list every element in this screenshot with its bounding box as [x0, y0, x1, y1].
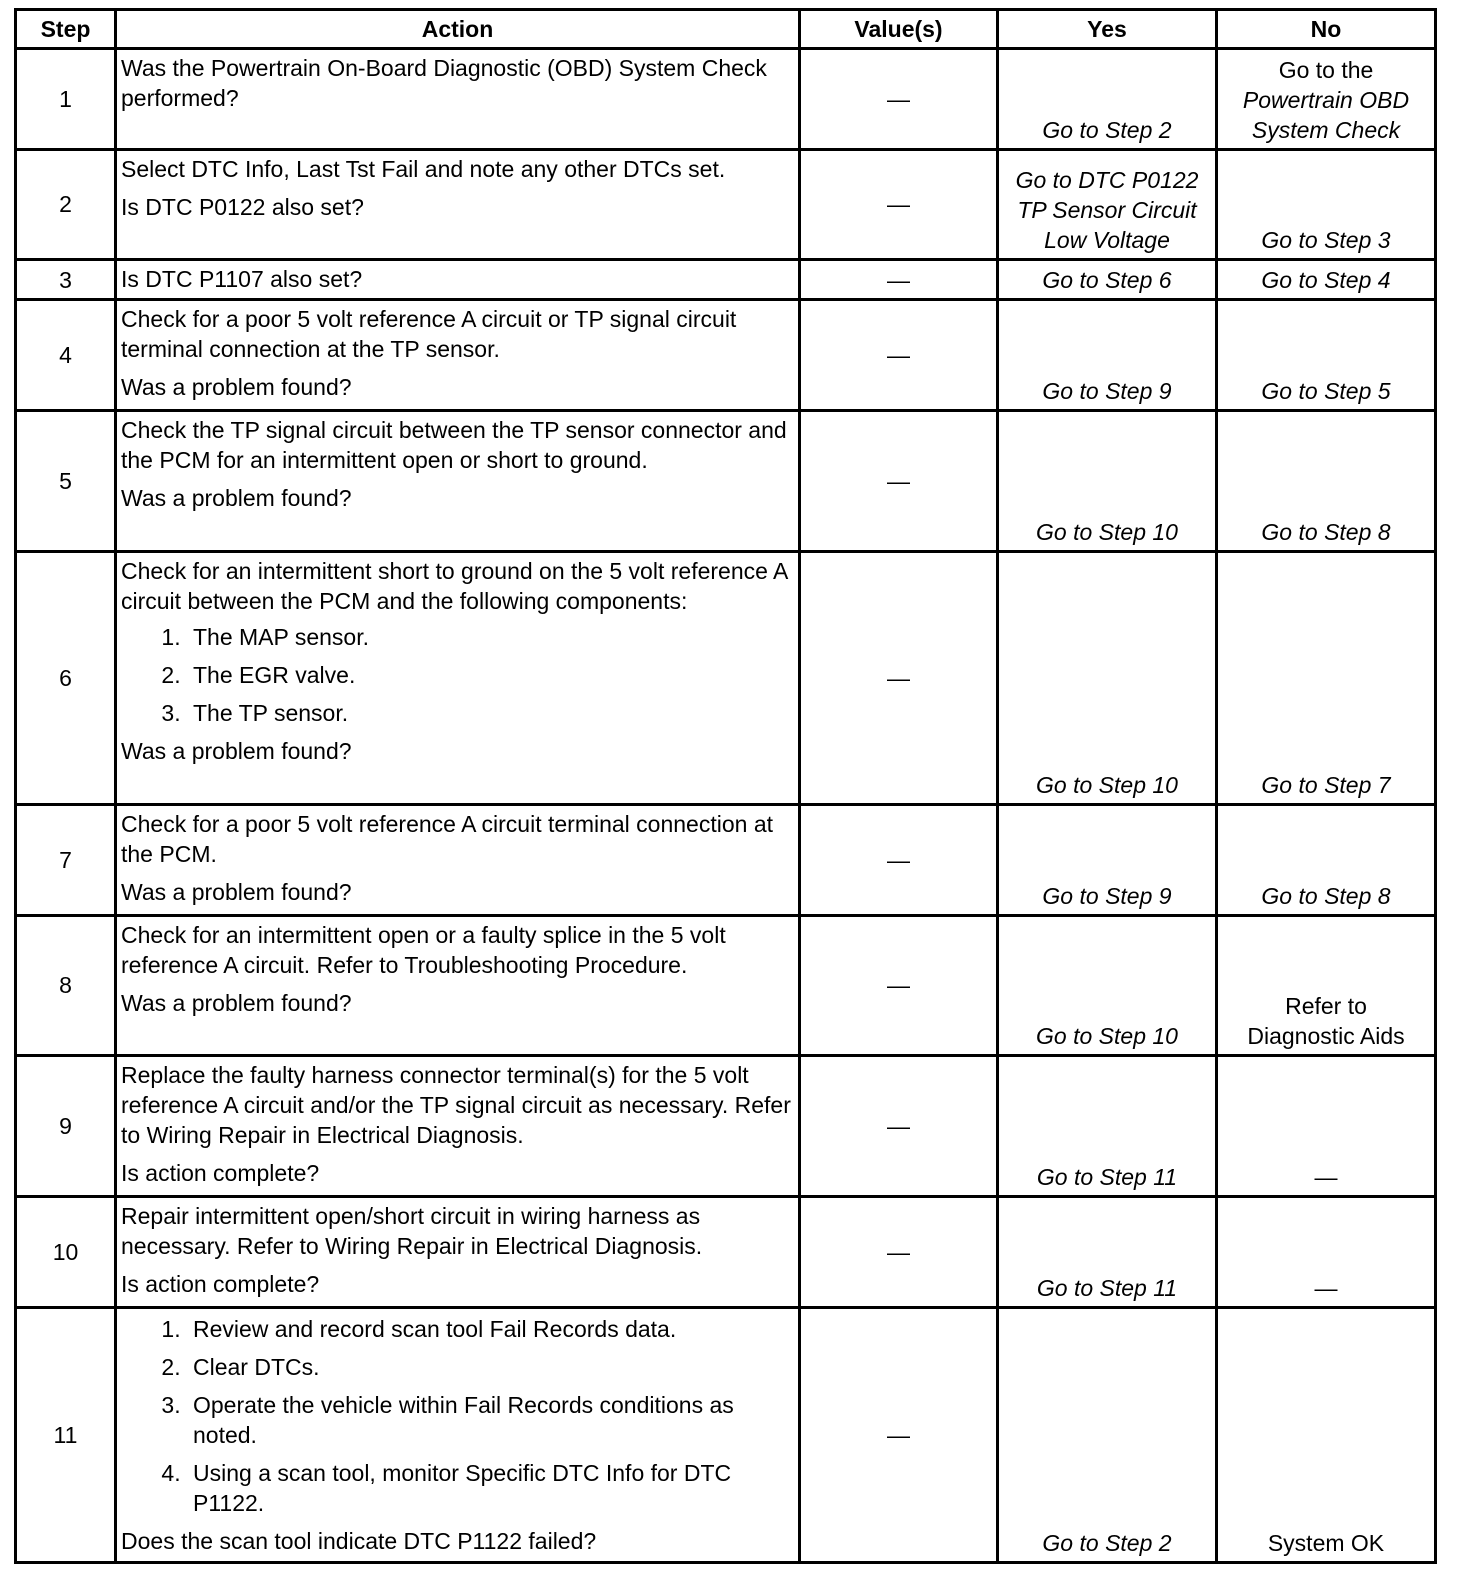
action-cell [116, 1307, 800, 1562]
no-text: Refer to [1285, 993, 1367, 1020]
table-row [16, 410, 1436, 551]
no-cell [1217, 915, 1436, 1056]
table-row [16, 49, 1436, 150]
action-cell [116, 149, 800, 260]
action-question: Is DTC P1107 also set? [121, 266, 363, 293]
yes-text: Low Voltage [1044, 227, 1170, 254]
table-row [16, 1196, 1436, 1307]
value-cell: — [800, 49, 998, 150]
action-question: Does the scan tool indicate DTC P1122 failed? [121, 1527, 597, 1554]
value-cell: — [800, 1196, 998, 1307]
action-question: Was a problem found? [121, 484, 352, 511]
action-cell [116, 1056, 800, 1197]
step-number: 11 [16, 1307, 116, 1562]
table-row [16, 260, 1436, 300]
table-row [16, 915, 1436, 1056]
table-row [16, 149, 1436, 260]
action-cell [116, 49, 800, 150]
no-cell: Go to Step 7 [1217, 551, 1436, 804]
action-text: Repair intermittent open/short circuit in wiring harness as necessary. Refer to Wiring Repair in Electrical Diagnosis. [121, 1202, 703, 1259]
value-cell: — [800, 915, 998, 1056]
table-row [16, 1307, 1436, 1562]
yes-cell: Go to Step 2 [998, 1307, 1217, 1562]
action-cell [116, 410, 800, 551]
header-yes: Yes [998, 10, 1217, 49]
step-number: 10 [16, 1196, 116, 1307]
no-text: System Check [1251, 116, 1401, 143]
step-number: 5 [16, 410, 116, 551]
step-number: 1 [16, 49, 116, 150]
value-cell: — [800, 1056, 998, 1197]
yes-cell [998, 149, 1217, 260]
no-text: Diagnostic Aids [1247, 1023, 1405, 1050]
diagnostic-table [14, 8, 1437, 1564]
step-number: 9 [16, 1056, 116, 1197]
yes-text: Go to DTC P0122 [1015, 167, 1199, 194]
step-number: 7 [16, 804, 116, 915]
action-cell [116, 1196, 800, 1307]
value-cell: — [800, 149, 998, 260]
action-question: Is action complete? [121, 1270, 320, 1297]
value-cell: — [800, 410, 998, 551]
table-row [16, 551, 1436, 804]
action-text: Check the TP signal circuit between the TP sensor connector and the PCM for an intermittent open or short to ground. [121, 416, 787, 473]
action-text: Check for a poor 5 volt reference A circuit or TP signal circuit terminal connection at the TP sensor. [121, 306, 737, 363]
action-question: Was a problem found? [121, 374, 352, 401]
yes-text: TP Sensor Circuit [1017, 197, 1197, 224]
value-cell: — [800, 300, 998, 411]
list-item: 2. Clear DTCs. [187, 1352, 792, 1382]
value-cell: — [800, 260, 998, 300]
action-text: Check for an intermittent open or a faulty splice in the 5 volt reference A circuit. Refer to Troubleshooting Procedure. [121, 921, 726, 978]
action-cell [116, 300, 800, 411]
action-question: Was a problem found? [121, 989, 352, 1016]
header-no: No [1217, 10, 1436, 49]
yes-cell: Go to Step 10 [998, 915, 1217, 1056]
action-question: Is DTC P0122 also set? [121, 193, 364, 220]
step-number: 2 [16, 149, 116, 260]
list-item: 3. Operate the vehicle within Fail Records conditions as noted. [187, 1390, 792, 1450]
list-item: 1. The MAP sensor. [187, 622, 792, 652]
header-action: Action [116, 10, 800, 49]
value-cell: — [800, 551, 998, 804]
no-cell: Go to Step 5 [1217, 300, 1436, 411]
no-cell: Go to Step 8 [1217, 804, 1436, 915]
yes-cell: Go to Step 11 [998, 1056, 1217, 1197]
header-step: Step [16, 10, 116, 49]
action-text: Check for an intermittent short to ground on the 5 volt reference A circuit between the PCM and the following components: [121, 557, 788, 614]
list-item: 4. Using a scan tool, monitor Specific DTC Info for DTC P1122. [187, 1458, 792, 1518]
action-text: Was the Powertrain On-Board Diagnostic (OBD) System Check performed? [121, 55, 767, 111]
action-cell [116, 804, 800, 915]
table-row [16, 1056, 1436, 1197]
table-header-row [16, 10, 1436, 49]
action-question: Was a problem found? [121, 878, 352, 905]
no-text: Powertrain OBD [1242, 86, 1410, 113]
yes-cell: Go to Step 10 [998, 551, 1217, 804]
action-cell [116, 551, 800, 804]
yes-cell: Go to Step 6 [998, 260, 1217, 300]
no-cell [1217, 49, 1436, 150]
action-text: Select DTC Info, Last Tst Fail and note any other DTCs set. [121, 155, 726, 182]
table-row [16, 804, 1436, 915]
step-number: 4 [16, 300, 116, 411]
no-cell: — [1217, 1056, 1436, 1197]
list-item: 1. Review and record scan tool Fail Records data. [187, 1314, 792, 1344]
action-cell [116, 915, 800, 1056]
step-number: 6 [16, 551, 116, 804]
header-values: Value(s) [800, 10, 998, 49]
yes-cell: Go to Step 9 [998, 300, 1217, 411]
step-number: 3 [16, 260, 116, 300]
yes-cell: Go to Step 2 [998, 49, 1217, 150]
component-list [121, 622, 792, 728]
list-item: 2. The EGR valve. [187, 660, 792, 690]
action-question: Is action complete? [121, 1160, 320, 1187]
action-text: Replace the faulty harness connector terminal(s) for the 5 volt reference A circuit and/or the TP signal circuit as necessary. Refer to Wiring Repair in Electrical Diagnosis. [121, 1062, 791, 1149]
value-cell: — [800, 804, 998, 915]
action-question: Was a problem found? [121, 737, 352, 764]
yes-cell: Go to Step 9 [998, 804, 1217, 915]
action-text: Check for a poor 5 volt reference A circuit terminal connection at the PCM. [121, 810, 773, 867]
yes-cell: Go to Step 10 [998, 410, 1217, 551]
action-cell [116, 260, 800, 300]
no-cell: Go to Step 8 [1217, 410, 1436, 551]
no-cell: — [1217, 1196, 1436, 1307]
no-cell: Go to Step 4 [1217, 260, 1436, 300]
no-cell: Go to Step 3 [1217, 149, 1436, 260]
table-row [16, 300, 1436, 411]
step-number: 8 [16, 915, 116, 1056]
list-item: 3. The TP sensor. [187, 698, 792, 728]
no-cell: System OK [1217, 1307, 1436, 1562]
yes-cell: Go to Step 11 [998, 1196, 1217, 1307]
procedure-list [121, 1314, 792, 1518]
value-cell: — [800, 1307, 998, 1562]
no-text: Go to the [1278, 56, 1374, 83]
